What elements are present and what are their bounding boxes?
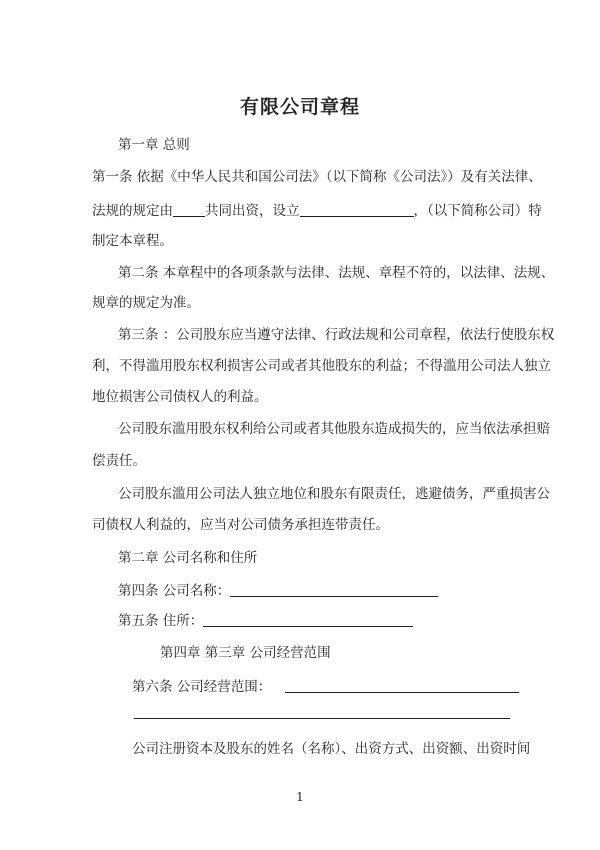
article-2-line-1: 第二条 本章程中的各项条款与法律、法规、章程不符的，以法律、法规、 — [118, 265, 555, 281]
article-1-line-2-part-b: 共同出资，设立 — [205, 203, 300, 219]
article-3-line-1: 第三条 ：公司股东应当遵守法律、行政法规和公司章程，依法行使股东权 — [118, 327, 555, 343]
article-1-line-2-part-c: ，（以下简称公司）特 — [413, 203, 542, 219]
article-4-line — [118, 582, 438, 600]
paragraph-5-line-1: 公司股东滥用公司法人独立地位和股东有限责任，逃避债务，严重损害公 — [118, 486, 550, 502]
article-1-line-2 — [92, 202, 542, 220]
chapter-2-heading: 第二章 公司名称和住所 — [118, 550, 258, 566]
address-field-line — [203, 612, 413, 627]
paragraph-5-line-2: 司债权人利益的，应当对公司债务承担连带责任。 — [92, 517, 389, 533]
article-6-line — [132, 678, 519, 696]
article-3-line-3: 地位损害公司债权人的利益。 — [92, 389, 268, 405]
business-scope-continuation-line — [134, 718, 510, 719]
article-4-label: 第四条 公司名称： — [118, 583, 231, 599]
article-1-line-2-part-a: 法规的规定由 — [92, 203, 173, 219]
company-name-field-line — [230, 582, 438, 597]
chapter-1-heading: 第一章 总则 — [118, 137, 190, 153]
article-5-line — [118, 612, 413, 630]
article-1-line-3: 制定本章程。 — [92, 233, 173, 249]
document-title: 有限公司章程 — [239, 96, 360, 118]
article-6-label: 第六条 公司经营范围： — [132, 679, 272, 695]
investor-blank — [173, 202, 205, 217]
paragraph-4-line-2: 偿责任。 — [92, 453, 146, 469]
business-scope-field-line — [285, 678, 519, 693]
article-1-line-1: 第一条 依据《中华人民共和国公司法》（以下简称《公司法》）及有关法律、 — [92, 169, 542, 185]
paragraph-4-line-1: 公司股东滥用股东权利给公司或者其他股东造成损失的，应当依法承担赔 — [118, 421, 550, 437]
article-3-line-2: 利，不得滥用股东权利损害公司或者其他股东的利益；不得滥用公司法人独立 — [92, 358, 551, 374]
article-2-line-2: 规章的规定为准。 — [92, 295, 200, 311]
chapter-3-heading: 第四章 第三章 公司经营范围 — [160, 645, 331, 661]
article-5-label: 第五条 住所： — [118, 613, 204, 629]
capital-paragraph-line-1: 公司注册资本及股东的姓名（名称）、出资方式、出资额、出资时间 — [132, 741, 531, 757]
page-number: 1 — [296, 790, 304, 804]
company-name-blank — [300, 202, 414, 217]
